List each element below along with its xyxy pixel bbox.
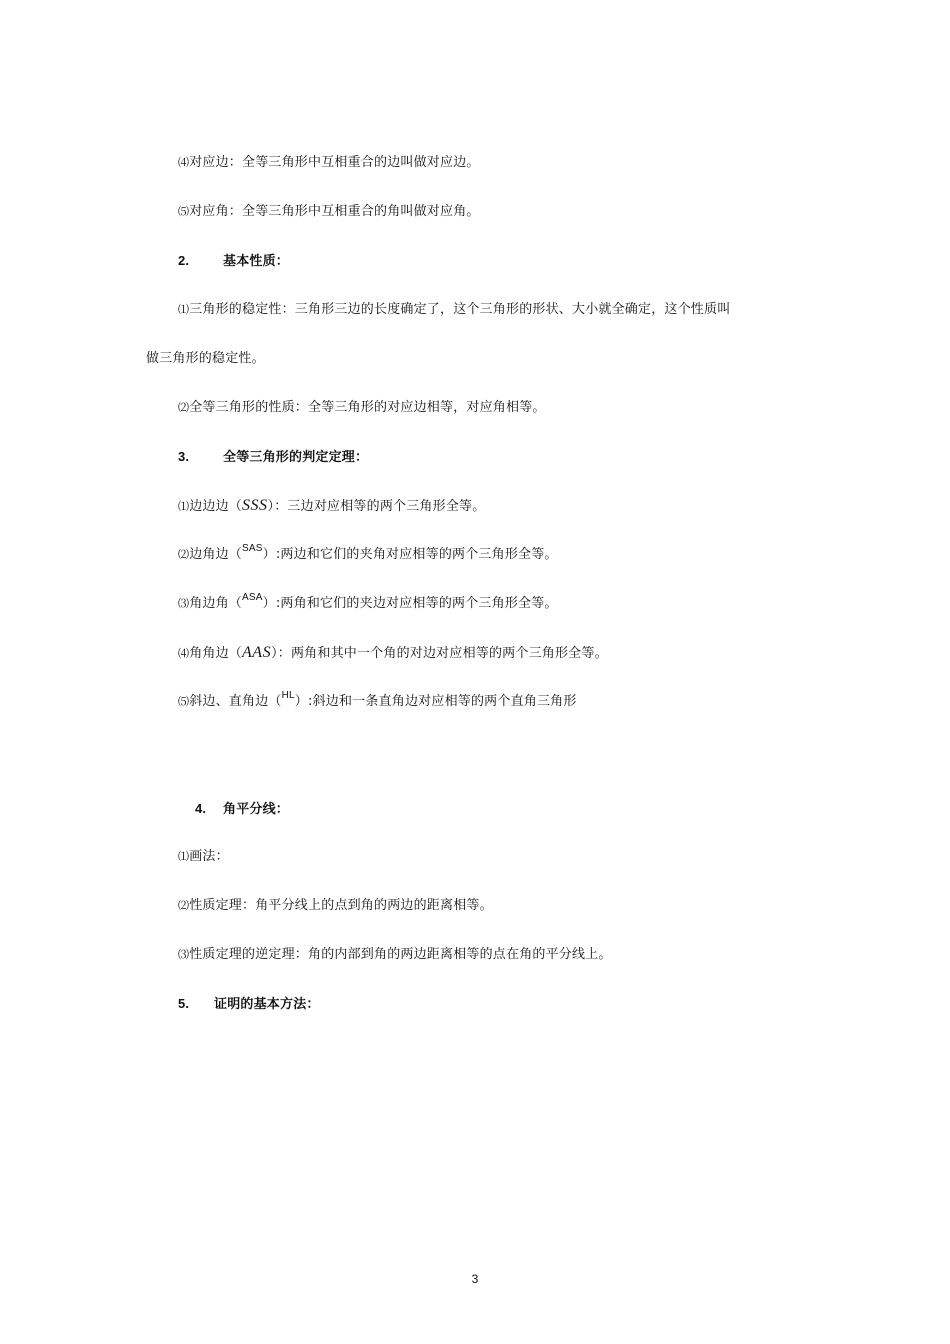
property-text: 三角形的稳定性：三角形三边的长度确定了，这个三角形的形状、大小就全确定，这个性质叫 — [189, 302, 731, 317]
item-marker: ⑸ — [178, 205, 190, 218]
theorem-asa — [178, 592, 558, 614]
section-heading-basic-properties — [178, 252, 289, 271]
item-marker: ⑶ — [178, 948, 190, 961]
section-number: 4. — [195, 801, 207, 816]
theorem-aas — [178, 644, 608, 663]
theorem-abbreviation: HL — [281, 690, 295, 701]
theorem-text: ）：两角和其中一个角的对边对应相等的两个三角形全等。 — [271, 646, 608, 661]
theorem-name: 边边边（ — [189, 499, 243, 514]
item-marker: ⑵ — [178, 548, 190, 561]
section-heading-angle-bisector — [195, 800, 289, 819]
section-heading-congruence-theorems — [178, 448, 368, 467]
bisector-property-theorem — [178, 897, 493, 915]
item-marker: ⑷ — [178, 647, 190, 660]
property-text: 全等三角形的性质：全等三角形的对应边相等，对应角相等。 — [189, 400, 546, 415]
section-title: 证明的基本方法： — [214, 997, 320, 1012]
theorem-sss — [178, 497, 485, 516]
theorem-hl — [178, 690, 577, 712]
property-stability — [178, 301, 730, 319]
theorem-name: 角边角（ — [189, 596, 243, 611]
theorem-text: ）:斜边和一条直角边对应相等的两个直角三角形 — [294, 694, 577, 709]
bisector-drawing-method — [178, 848, 229, 866]
item-marker: ⑶ — [178, 597, 190, 610]
item-marker: ⑸ — [178, 695, 190, 708]
theorem-name: 角角边（ — [189, 646, 243, 661]
theorem-abbreviation: SAS — [242, 543, 263, 554]
item-marker: ⑴ — [178, 303, 190, 316]
theorem-sas — [178, 543, 558, 565]
definition-text: 对应角：全等三角形中互相重合的角叫做对应角。 — [189, 204, 480, 219]
section-number: 5. — [178, 996, 190, 1011]
definition-corresponding-sides — [178, 154, 480, 172]
section-number: 3. — [178, 449, 190, 464]
bisector-converse-theorem — [178, 946, 612, 964]
bisector-text: 性质定理的逆定理：角的内部到角的两边距离相等的点在角的平分线上。 — [189, 947, 612, 962]
definition-text: 对应边：全等三角形中互相重合的边叫做对应边。 — [189, 155, 480, 170]
theorem-name: 边角边（ — [189, 547, 243, 562]
theorem-text: ）：三边对应相等的两个三角形全等。 — [267, 499, 486, 514]
section-title: 角平分线： — [223, 802, 290, 817]
item-marker: ⑴ — [178, 500, 190, 513]
theorem-text: ）:两角和它们的夹边对应相等的两个三角形全等。 — [262, 596, 558, 611]
page-number: 3 — [471, 1272, 479, 1286]
section-title: 基本性质： — [223, 254, 290, 269]
section-heading-proof-methods — [178, 995, 320, 1014]
theorem-abbreviation: ASA — [242, 592, 263, 603]
bisector-text: 性质定理：角平分线上的点到角的两边的距离相等。 — [189, 898, 493, 913]
item-marker: ⑴ — [178, 850, 190, 863]
item-marker: ⑵ — [178, 899, 190, 912]
theorem-abbreviation: AAS — [242, 644, 272, 661]
theorem-name: 斜边、直角边（ — [189, 694, 282, 709]
definition-corresponding-angles — [178, 203, 480, 221]
section-number: 2. — [178, 253, 190, 268]
item-marker: ⑵ — [178, 401, 190, 414]
property-stability-continuation: 做三角形的稳定性。 — [146, 351, 265, 366]
property-congruent-triangles — [178, 399, 546, 417]
item-marker: ⑷ — [178, 156, 190, 169]
theorem-abbreviation: SSS — [242, 497, 268, 514]
bisector-text: 画法： — [189, 849, 229, 864]
theorem-text: ）:两边和它们的夹角对应相等的两个三角形全等。 — [262, 547, 558, 562]
section-title: 全等三角形的判定定理： — [223, 450, 369, 465]
